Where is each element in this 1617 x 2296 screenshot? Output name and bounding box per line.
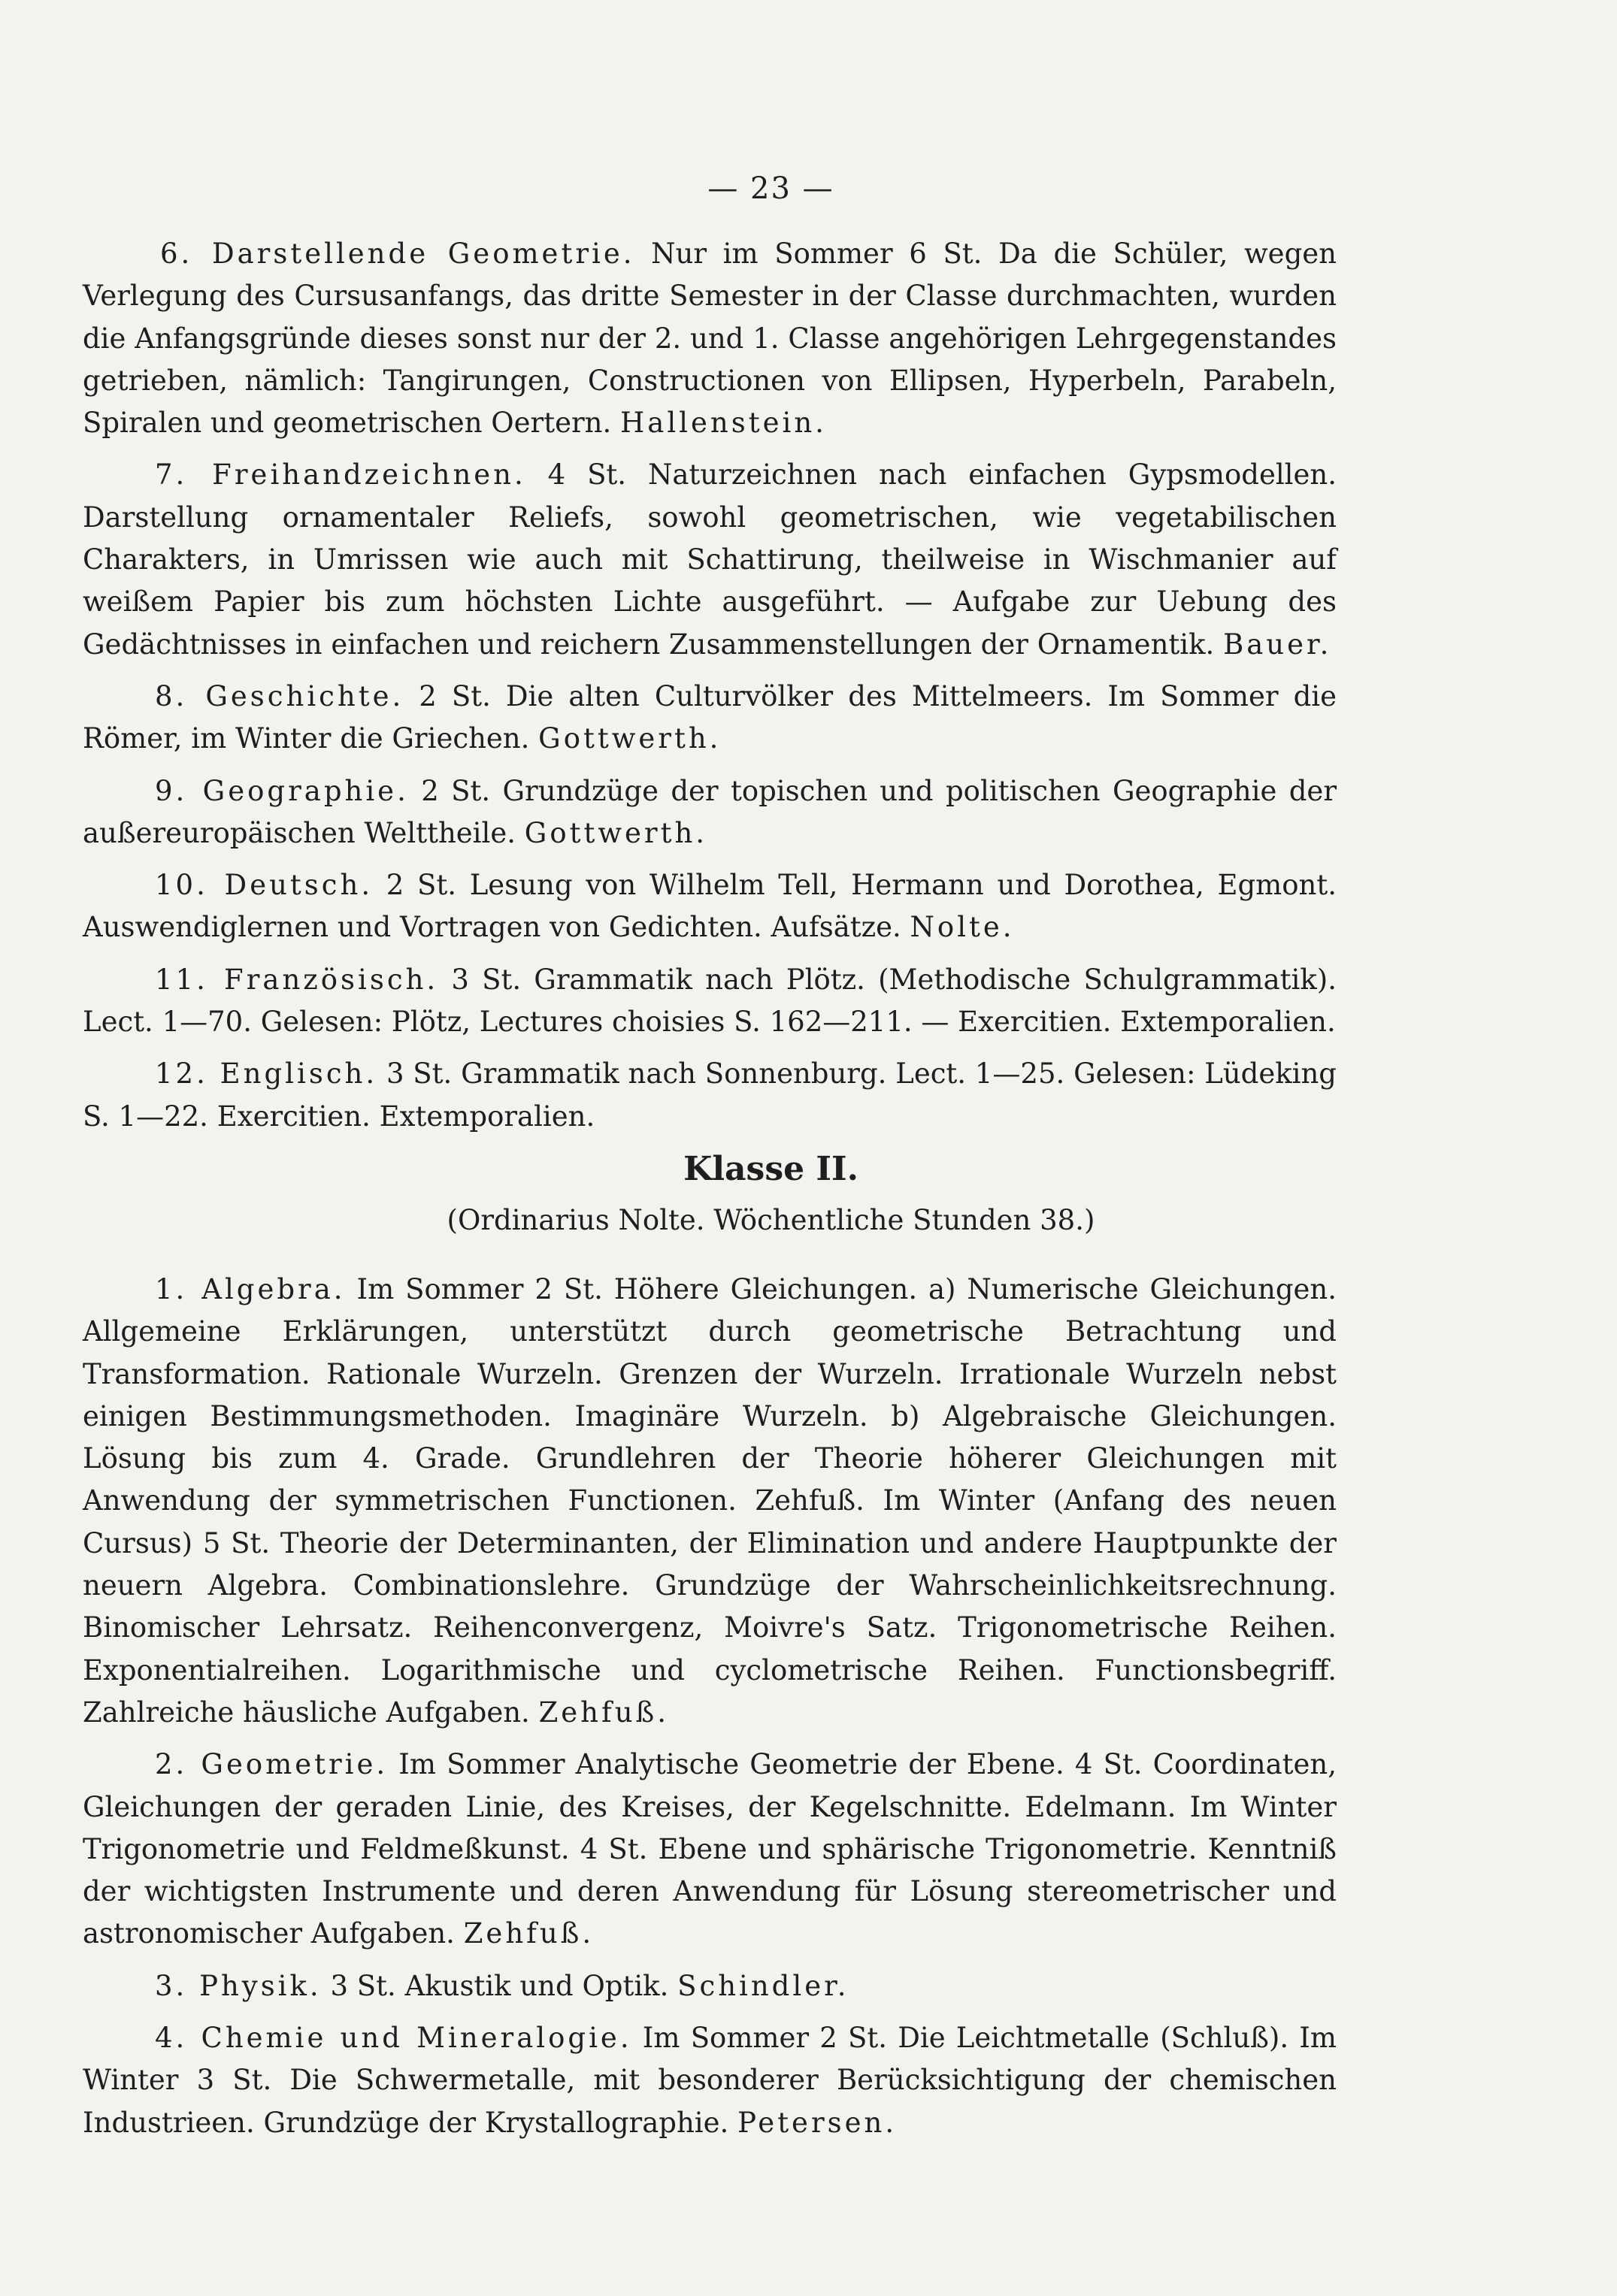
- subject-paragraph: 1. Algebra. Im Sommer 2 St. Höhere Gleichungen. a) Numerische Gleichungen. Allgemeine Erklärungen, unterstützt durch geometrische Betrachtung und Transformation. Rationale Wurzeln. Grenzen der Wurzeln. Irrationale Wurzeln nebst einigen Bestimmungsmethoden. Imaginäre Wurzeln. b) Algebraische Gleichungen. Lösung bis zum 4. Grade. Grundlehren der Theorie höherer Gleichungen mit Anwendung der symmetrischen Functionen. Zehfuß. Im Winter (Anfang des neuen Cursus) 5 St. Theorie der Determinanten, der Elimination und andere Hauptpunkte der neuern Algebra. Combinationslehre. Grundzüge der Wahrscheinlichkeitsrechnung. Binomischer Lehrsatz. Reihenconvergenz, Moivre's Satz. Trigonometrische Reihen. Exponentialreihen. Logarithmische und cyclometrische Reihen. Functionsbegriff. Zahlreiche häusliche Aufgaben. Zehfuß.: [83, 1273, 1337, 1729]
- subject-paragraph: 4. Chemie und Mineralogie. Im Sommer 2 St. Die Leichtmetalle (Schluß). Im Winter 3 St. Die Schwermetalle, mit besonderer Berücksichtigung der chemischen Industrieen. Grundzüge der Krystallographie. Petersen.: [83, 2022, 1337, 2139]
- subject-paragraph: 6. Darstellende Geometrie. Nur im Sommer 6 St. Da die Schüler, wegen Verlegung des Cursusanfangs, das dritte Semester in der Classe durchmachten, wurden die Anfangsgründe dieses sonst nur der 2. und 1. Classe angehörigen Lehrgegenstandes getrieben, nämlich: Tangirungen, Constructionen von Ellipsen, Hyperbeln, Parabeln, Spiralen und geometrischen Oertern. Hallenstein.: [83, 237, 1337, 440]
- subject-paragraph: 11. Französisch. 3 St. Grammatik nach Plötz. (Methodische Schulgrammatik). Lect. 1—70. Gelesen: Plötz, Lectures choisies S. 162—211. — Exercitien. Extemporalien.: [83, 963, 1337, 1039]
- subject-paragraph: 9. Geographie. 2 St. Grundzüge der topischen und politischen Geographie der außereuropäischen Welttheile. Gottwerth.: [83, 774, 1337, 849]
- subject-paragraph: 8. Geschichte. 2 St. Die alten Culturvölker des Mittelmeers. Im Sommer die Römer, im Winter die Griechen. Gottwerth.: [83, 679, 1337, 755]
- section-title: Klasse II.: [683, 1150, 858, 1188]
- section-class-ii: [83, 1269, 1337, 2154]
- page-number: — 23 —: [707, 171, 834, 206]
- subject-paragraph: 10. Deutsch. 2 St. Lesung von Wilhelm Tell, Hermann und Dorothea, Egmont. Auswendiglernen und Vortragen von Gedichten. Aufsätze. Nolte.: [83, 869, 1337, 944]
- section-class-iii-continued: [83, 233, 1337, 1148]
- subject-paragraph: 2. Geometrie. Im Sommer Analytische Geometrie der Ebene. 4 St. Coordinaten, Gleichungen der geraden Linie, des Kreises, der Kegelschnitte. Edelmann. Im Winter Trigonometrie und Feldmeßkunst. 4 St. Ebene und sphärische Trigonometrie. Kenntniß der wichtigsten Instrumente und deren Anwendung für Lösung stereometrischer und astronomischer Aufgaben. Zehfuß.: [83, 1748, 1337, 1950]
- subject-paragraph: 12. Englisch. 3 St. Grammatik nach Sonnenburg. Lect. 1—25. Gelesen: Lüdeking S. 1—22. Exercitien. Extemporalien.: [83, 1057, 1337, 1133]
- section-subtitle: (Ordinarius Nolte. Wöchentliche Stunden 38.): [447, 1204, 1095, 1236]
- subject-paragraph: 7. Freihandzeichnen. 4 St. Naturzeichnen nach einfachen Gypsmodellen. Darstellung ornamentaler Reliefs, sowohl geometrischen, wie vegetabilischen Charakters, in Umrissen wie auch mit Schattirung, theilweise in Wischmanier auf weißem Papier bis zum höchsten Lichte ausgeführt. — Aufgabe zur Uebung des Gedächtnisses in einfachen und reichern Zusammenstellungen der Ornamentik. Bauer.: [83, 458, 1337, 661]
- subject-paragraph: 3. Physik. 3 St. Akustik und Optik. Schindler.: [155, 1969, 849, 2002]
